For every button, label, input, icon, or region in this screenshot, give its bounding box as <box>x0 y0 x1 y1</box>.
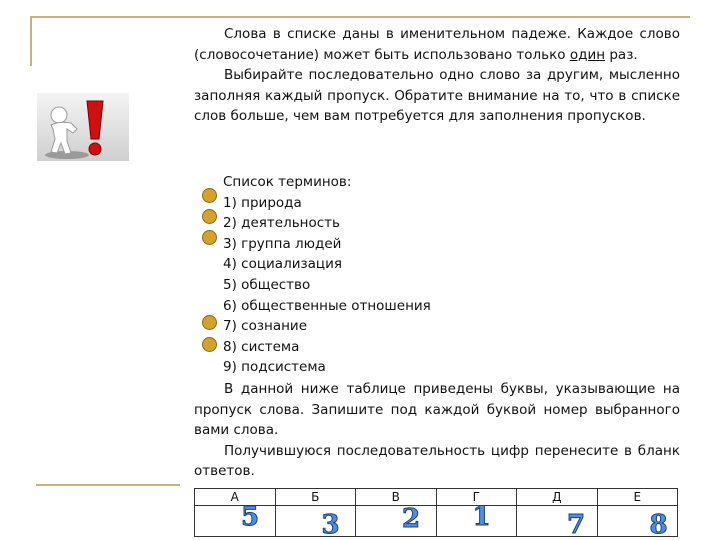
frame-left-line <box>30 16 32 66</box>
term-item-4: 4) социализация <box>223 256 343 273</box>
bullet-dot-icon <box>202 337 217 352</box>
instruction-paragraph-4: Получившуюся последовательность цифр перенесите в бланк ответов. <box>194 442 680 479</box>
instruction-paragraph-1 <box>194 24 680 65</box>
term-item-6: 6) общественные отношения <box>223 297 431 314</box>
bullet-dot-icon <box>202 188 217 203</box>
bullet-dot-icon <box>202 315 217 330</box>
bullet-dot-icon <box>202 230 217 245</box>
answer-cell-v[interactable] <box>356 506 437 537</box>
letter-cell-e: Е <box>597 489 678 506</box>
letter-cell-d: Д <box>517 489 598 506</box>
term-item-7: 7) сознание <box>223 318 308 335</box>
term-item-8: 8) система <box>223 338 300 355</box>
terms-title: Список терминов: <box>223 174 352 190</box>
term-item-1: 1) природа <box>223 194 302 211</box>
letter-cell-a: А <box>195 489 276 506</box>
letter-cell-b: Б <box>275 489 356 506</box>
answer-digit: 5 <box>241 502 260 532</box>
answer-digit: 1 <box>472 502 491 532</box>
answer-cell-d[interactable] <box>517 506 598 540</box>
answer-cell-a[interactable] <box>195 502 276 537</box>
frame-bottom-line <box>36 484 180 486</box>
term-item-5: 5) общество <box>223 276 311 293</box>
answer-cell-g[interactable] <box>436 502 517 537</box>
instructions-text <box>194 24 680 127</box>
exclamation-figure-icon <box>37 93 129 161</box>
answer-cell-b[interactable] <box>275 506 356 540</box>
letter-cell-g: Г <box>436 489 517 506</box>
frame-top-line <box>30 16 690 18</box>
term-item-3: 3) группа людей <box>223 235 342 252</box>
term-item-9: 9) подсистема <box>223 359 326 376</box>
answer-table <box>194 488 678 540</box>
underlined-word: один <box>569 46 606 63</box>
term-item-2: 2) деятельность <box>223 215 340 232</box>
answer-digit: 7 <box>567 510 586 540</box>
instruction-text-end: раз. <box>605 46 638 63</box>
answer-table-value-row <box>195 506 678 537</box>
table-instructions-text <box>194 379 680 482</box>
answer-digit: 8 <box>649 510 668 540</box>
letter-cell-v: В <box>356 489 437 506</box>
answer-digit: 2 <box>402 504 421 534</box>
answer-cell-e[interactable] <box>597 506 678 540</box>
instruction-text-part: Слова в списке даны в именительном падеже. Каждое слово (словосочетание) может быть использовано только <box>194 26 680 63</box>
answer-digit: 3 <box>321 510 340 540</box>
bullet-dot-icon <box>202 209 217 224</box>
instruction-paragraph-2: Выбирайте последовательно одно слово за другим, мысленно заполняя каждый пропуск. Обратите внимание на то, что в списке слов больше, чем вам потребуется для заполнения пропусков. <box>194 67 680 124</box>
instruction-paragraph-3: В данной ниже таблице приведены буквы, указывающие на пропуск слова. Запишите под каждой буквой номер выбранного вами слова. <box>194 381 680 438</box>
answer-table-header-row <box>195 489 678 506</box>
terms-list <box>223 172 431 378</box>
